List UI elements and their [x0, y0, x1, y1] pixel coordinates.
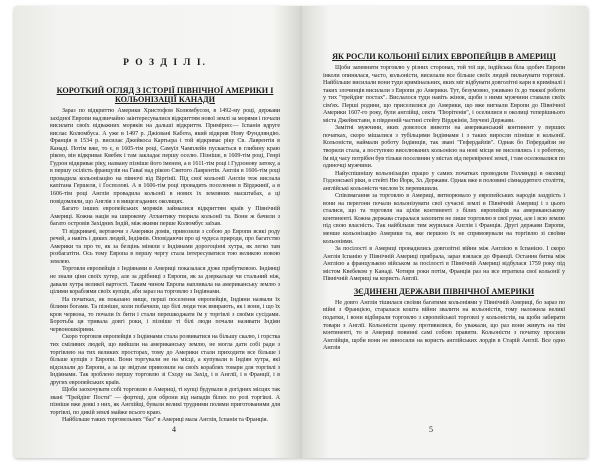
paragraph: Не довго Англія тішилася своїми багатими кольоніями у Північній Америці, бо зараз по війні з Францією, старалася кошта війни звалити на кольоністів, тому наложила великі податки, і вони відбирали торговлю з європейської торговлі у кольоністів, на щоби забирати товари з Англії. Кольоністи цьому противилися, бо уважали, що раз вони живуть на тім континенті, то в Америці повинні самі собою правити. Кольоністи з початку просили Англійців, щоби вони не виносили на користь англійських лордів в Старій Англії. Все одно Англія: [323, 299, 565, 352]
right-page: [301, 6, 588, 458]
paragraph: Щоби заохочувати собі торговлю в Америці, ті купці будували в догідних місцях так звані "Трейдінг Пости" — фортеці, для оброни від нападів білих по розі торгівлі. А пізніше вже деякі з них, як Англійці, бували великі трудними полями приготованими для торгівлі, по дикій землі майже всього краю.: [50, 387, 280, 416]
paragraph: Найбільше таких торговельних "баз" в Америці мала Англія, Іспанія та Франція.: [62, 417, 269, 424]
section-label: Р О З Д І Л І.: [123, 58, 207, 68]
page-number: 5: [429, 425, 433, 434]
paragraph: Скоро торговля европейців з Індіянами стала розвиватися на більшу скалю, і горстка тих сміливих людей, що вийшли на американську землю, не могла дати собі ради з торгівлею на тих великих просторах, тому до Америки стали приходити все більше і більше купців з Европи. Вони торгували не на місці, а купували в Індіян хутра, які відсилали до Европи, а за це звідтам привозили на своїх кораблях товари для торгівлі з Індіянами. Так зроблено першу торговлю зі Сходу на Захід, і в Англії, і в Франції, і в других европейських країв.: [50, 334, 280, 386]
paragraph: На початках, як показано вище, перші поселення европейців, Індіяни назвали їх білими богами. Та пізніше, коли побачили, що білі люди теж вмирають, як і вони, і що їх кров червона, то почали їх бити і стали перешкоджати їм у торгівлі з своїми сусідами. Боротьба ця тривала довгі роки, і пізніше ті білі люди почали називати Індіян червоношкірими.: [50, 296, 280, 333]
paragraph: Торговля европейців з Індіянами в Америці показалася дуже прибутковою. Індіянці не знали ціни своїх хутер, але за дрібниці з Европи, як за дзеркальце чи стальний ніж, давали хутра великої вартості. Таким чином Европа напливала на американську землю з цілими кораблями своїх купців, аби зараз на торговлю з Індіянами.: [50, 266, 280, 296]
paragraph: Співзмагання за торговлю в Америці, витворювало у европейських народів заздрість і вони на перегони почали кольонізувати свої сучасні землі в Північній Америці і з цього сталися, що та торговля на цілім континенті з білих европейців на американському континенті. Кожна держава старалася захопити не лише торговлю в свої руки, але і всю землю під свою власність. Так найбільше тим журилася Англія і Франція. Другі держави Европи, менше кольонізацію Америки та, яке першою їх не спрямовували на торгівлю зі своїми кольоніями.: [323, 193, 565, 245]
section-heading: ЯК РОСЛИ КОЛЬОНІЇ БІЛИХ ЕВРОПЕЙЦІВ В АМЕРИЦІ: [332, 52, 556, 61]
paragraph: Багато інших европейських моряків займалися відкриттям країв у Північній Америці. Кожна нація на широкому Атлантику творила кольонії та. Вони ж бачили з багато островів Західних Індій, між якими перше Колюмбус заїхав.: [50, 206, 280, 228]
section-heading: ЗЄДИНЕНІ ДЕРЖАВИ ПІВНІЧНОЇ АМЕРИКИ: [353, 286, 535, 296]
left-page-content: [50, 46, 280, 425]
paragraph: Щоби запевнити торговлю у різних сторонах, той тої ще, індійська біла здобич Европи інколи опинялася, часто, кольоністи, висилали все більше своїх людей пильнувати торговлі. Найбільше висилали вони туди кримінальних, яких міг відбувати довголітні кари в криміналі і таких злочинців висилали з Европи до Америки. Тут, безумовно, уживано їх до тяжкої роботи у тих "трейдінг постах". Вислалося туди навіть жінок, щоби з ними мужчини ставали своїх сім'ях. Перші родини, що приселилися до Америки, що вже вигнали Европи до Північної Америки 1607-го року, були англійці, секта "Пюрітенів", і оселилися в околиці теперішнього міста Джеймставн, в південній частині стейту Вірджінія, Злучені Держави.: [323, 65, 565, 124]
page-number: 4: [172, 425, 176, 434]
paragraph: За посілості в Америці провадились довголітні війни між Англією в Іспанією. І скоро Англія Іспанію у Північній Америці прибрала, зараз взялася до Франції. Остання битва між Англією а французькою військом за посілості в Північній Америці відбулася 1759 року під містом Квебеком у Канаді. Чотири роки потім, Франція раз на все втратила свої кольонії у Північній Америці на користь Англії.: [323, 246, 565, 283]
left-page: [14, 6, 301, 458]
paragraph: Зараз по відкриттю Америки Христофом Колюмбусом, в 1492-му році, держави західної Европи надзвичайно заінтересувалися відкриттям нової землі за морями і почали висилати своїх відважних моряків на дальші відкриття. Примірно:— Іспанія вдруге вислає Колюмбуса. А уже в 1497 р. Джіовані Кабота, який відкрив Нову Фундляндію. Франція в 1534 р. висилає Джейкоса Картьєра і той відкриває ріку Св. Лаврентія в Канаді. Потім вже, то є, в 1605-тім році, Самуїл Чамплейн пускається в глибину краю рікою, він відкриває Квебек і там закладає першу оселю. Пізніше, в 1609-тім році, Генрі Гудзон відкриває ріку, названу пізніше його іменем, а в 1611-тім році і Гудзонову затоку, а в першу осілість французів на Гаваї над рікою Святого Лаврентія. Англія в 1606-тім році провадила кольонізацію на півночі від Віргінії. Під свої кольонії Англія теж вислала капітана Гершеля, і Ґосполові. А в 1606-тім році провадить поселення в Вірджинії, а в 1606-тім році Англія провадила кольонії в нових їх земляних масштабах, а ці повідомляли, що Англія з в вищезгаданих околицях.: [50, 108, 280, 205]
paragraph: Найуспішнішу кольонізацію працю у самих початках проводили Голляндці в околиці Годзонської ріки, в стейті Ню Йорк, Зл. Держави. Однак вже в половині сімнадцятого століття, англійські кольоністи числом їх перевишили.: [323, 170, 566, 192]
paragraph: Ті відкривачі, вертаючи з Америки домів, привозили з собою до Европи всякі роду речей, а навіть і диких людей, Індіянів. Оповідаючи про ці чудеса природи, про багатство Америки та про те, як за безцінь міняли з Індіянами дорогоцінні хутра, як легко там розбагатіти. Ось тому Европа в першу чергу стала інтересуватися тою великою новою землею.: [50, 228, 280, 265]
open-book: [14, 6, 588, 458]
chapter-heading: КОРОТКИЙ ОГЛЯД З ІСТОРІЇ ПІВНІЧНОЇ АМЕРИКИ І КОЛЬОНІЗАЦІЇ КАНАДИ: [56, 86, 274, 104]
right-page-content: [323, 52, 565, 353]
paragraph: Замітні мужчини, яких довелося вивезти на американський континент у перших початках, скоро мішалися з тубільцями Індіянами і з таких виросли пізніше в кольонії. Кольоністи, наймали роботу Індіянців, так звані "Гефердайзів". Однак бо Гефердайзи не творили стала, а поступово виселюваних кольонією на нові місця не виселялись і з роботою, їм від часу потрібен був тільки поселянин у містах від перевіреної землі, і там оселювалися по одиночці мужчини.: [323, 125, 565, 170]
